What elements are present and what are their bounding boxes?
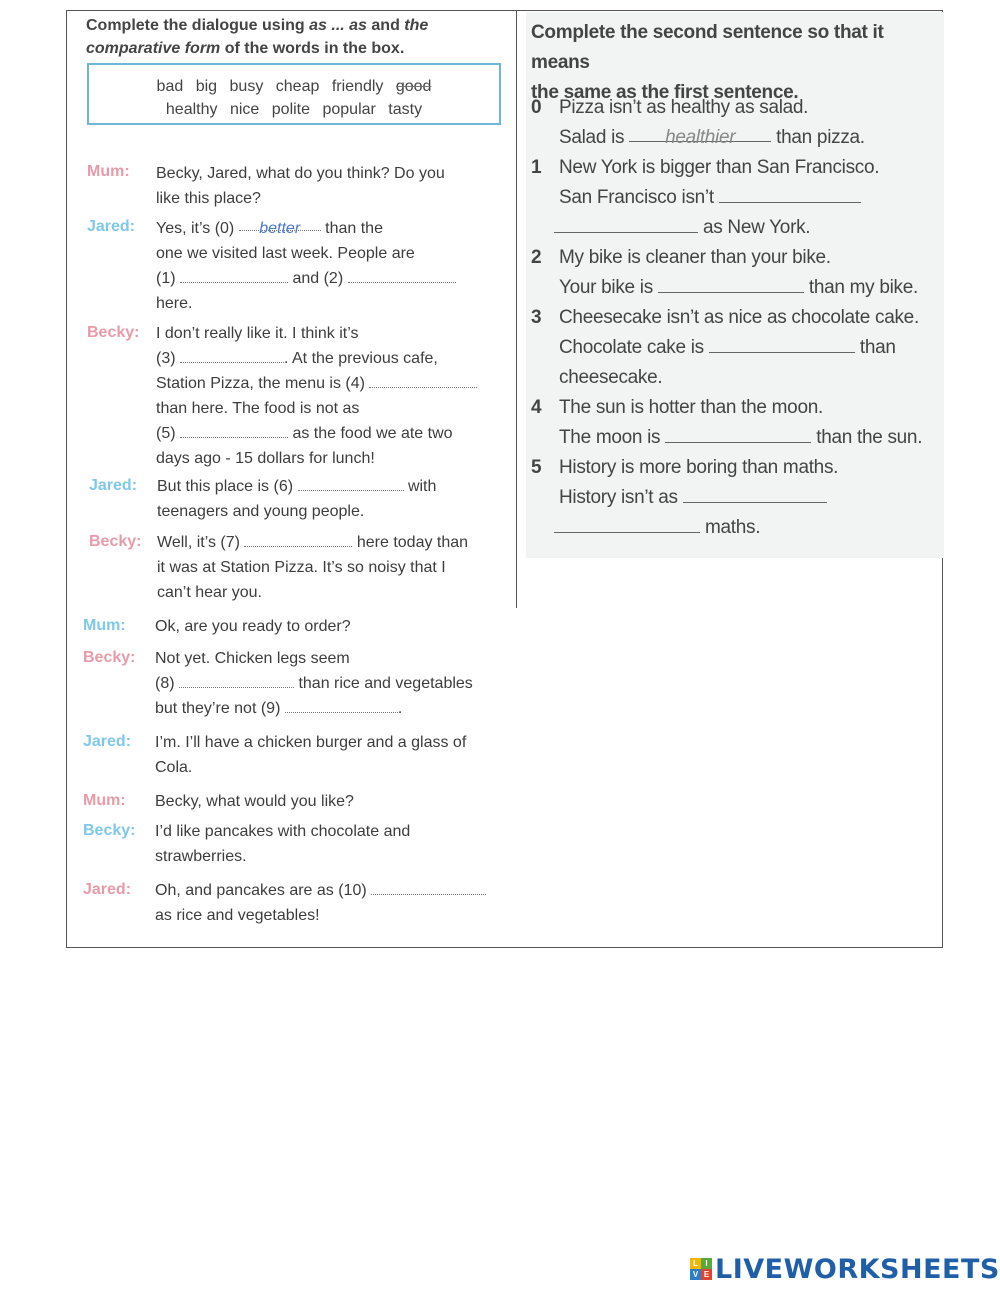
word: nice xyxy=(229,101,260,118)
dialogue-line: Ok, are you ready to order? xyxy=(155,618,351,635)
dialogue-line: (8) than rice and vegetables xyxy=(155,675,473,692)
dialogue-turn xyxy=(155,614,351,639)
word: bad xyxy=(156,78,184,95)
right-heading-line: Complete the second sentence so that it means xyxy=(531,22,884,73)
answer-gap-r4[interactable] xyxy=(665,424,811,443)
word-box xyxy=(87,63,501,125)
dialogue-line: (1) and (2) xyxy=(156,266,456,291)
answer-gap-r1a[interactable] xyxy=(719,184,861,203)
answer-gap-r5b[interactable] xyxy=(554,514,700,533)
answer-gap-r0: healthier xyxy=(629,123,771,142)
speaker-jared: Jared: xyxy=(83,733,132,750)
dialogue-line: teenagers and young people. xyxy=(157,503,365,520)
item-rewrite: San Francisco isn’t xyxy=(559,183,861,213)
item-number: 1 xyxy=(531,157,542,178)
speaker-becky: Becky: xyxy=(89,533,142,550)
dialogue-line: (3) . At the previous cafe, xyxy=(156,350,438,367)
dialogue-line: I’m. I’ll have a chicken burger and a glass of xyxy=(155,734,467,751)
answer-gap-7[interactable] xyxy=(244,532,352,547)
word: popular xyxy=(322,101,376,118)
item-sentence: Cheesecake isn’t as nice as chocolate cake. xyxy=(559,307,919,328)
answer-gap-0: better xyxy=(239,216,321,231)
item-sentence: History is more boring than maths. xyxy=(559,457,839,478)
item-sentence: New York is bigger than San Francisco. xyxy=(559,157,880,178)
dialogue-turn xyxy=(155,819,410,869)
item-sentence: The sun is hotter than the moon. xyxy=(559,397,823,418)
answer-gap-3[interactable] xyxy=(180,348,284,363)
item-rewrite: Salad is healthier than pizza. xyxy=(559,123,865,153)
dialogue-line: Becky, Jared, what do you think? Do you xyxy=(156,165,445,182)
speaker-becky: Becky: xyxy=(83,649,136,666)
answer-gap-r1b[interactable] xyxy=(554,214,698,233)
dialogue-turn xyxy=(155,646,473,721)
dialogue-line: I don’t really like it. I think it’s xyxy=(156,325,359,342)
word-box-row-2 xyxy=(89,98,499,121)
dialogue-turn xyxy=(155,789,354,814)
item-rewrite: History isn’t as xyxy=(559,483,827,513)
dialogue-line: Oh, and pancakes are as (10) xyxy=(155,878,486,903)
speaker-jared: Jared: xyxy=(87,218,136,235)
dialogue-turn xyxy=(156,216,456,316)
speaker-mum: Mum: xyxy=(83,617,126,634)
logo-icon xyxy=(690,1258,712,1280)
liveworksheets-logo[interactable] xyxy=(690,1254,1000,1284)
dialogue-line: as rice and vegetables! xyxy=(155,907,320,924)
answer-gap-9[interactable] xyxy=(285,698,398,713)
item-number: 5 xyxy=(531,457,542,478)
speaker-mum: Mum: xyxy=(87,163,130,180)
item-rewrite: as New York. xyxy=(554,213,810,243)
word: polite xyxy=(271,101,311,118)
dialogue-line: Becky, what would you like? xyxy=(155,793,354,810)
logo-icon-letter: I xyxy=(701,1258,712,1269)
item-rewrite: Your bike is than my bike. xyxy=(559,273,918,303)
word: busy xyxy=(229,78,264,95)
word-used: good xyxy=(395,78,432,95)
item-number: 4 xyxy=(531,397,542,418)
answer-gap-8[interactable] xyxy=(179,673,294,688)
word: tasty xyxy=(388,101,423,118)
speaker-becky: Becky: xyxy=(87,324,140,341)
dialogue-line: I’d like pancakes with chocolate and xyxy=(155,823,411,840)
logo-icon-letter: V xyxy=(690,1269,701,1280)
logo-icon-letter: E xyxy=(701,1269,712,1280)
logo-icon-letter: L xyxy=(690,1258,701,1269)
answer-gap-r3[interactable] xyxy=(709,334,855,353)
answer-gap-5[interactable] xyxy=(180,423,288,438)
item-number: 3 xyxy=(531,307,542,328)
item-rewrite: cheesecake. xyxy=(559,367,663,388)
dialogue-line: (5) as the food we ate two xyxy=(156,425,453,442)
speaker-becky: Becky: xyxy=(83,822,136,839)
item-sentence: My bike is cleaner than your bike. xyxy=(559,247,831,268)
dialogue-line: Station Pizza, the menu is (4) xyxy=(156,371,477,396)
answer-gap-2[interactable] xyxy=(348,268,456,283)
word: healthy xyxy=(165,101,218,118)
speaker-jared: Jared: xyxy=(89,477,138,494)
word: cheap xyxy=(275,78,320,95)
item-rewrite: maths. xyxy=(554,513,760,543)
dialogue-line: Well, it’s (7) here today than xyxy=(157,534,469,551)
left-instruction xyxy=(86,14,506,60)
word: friendly xyxy=(331,78,384,95)
dialogue-line: but they’re not (9) . xyxy=(155,700,403,717)
dialogue-line: one we visited last week. People are xyxy=(156,245,415,262)
answer-gap-4[interactable] xyxy=(369,373,477,388)
answer-gap-r5a[interactable] xyxy=(683,484,827,503)
right-items xyxy=(531,93,943,553)
dialogue-line: can’t hear you. xyxy=(157,584,262,601)
dialogue-line: Cola. xyxy=(155,759,193,776)
dialogue-line: But this place is (6) with xyxy=(157,478,437,495)
item-rewrite: Chocolate cake is than xyxy=(559,333,896,363)
dialogue-line: than here. The food is not as xyxy=(156,400,360,417)
item-number: 2 xyxy=(531,247,542,268)
answer-gap-1[interactable] xyxy=(180,268,288,283)
dialogue-line: it was at Station Pizza. It’s so noisy that I xyxy=(157,559,446,576)
dialogue-turn xyxy=(156,161,445,211)
right-heading-line: the same as the first sentence. xyxy=(531,82,799,103)
answer-gap-6[interactable] xyxy=(298,476,404,491)
dialogue-turn xyxy=(155,878,486,928)
column-divider xyxy=(516,10,517,608)
instruction-text: Complete the dialogue using as ... as and the comparative form of the words in the box. xyxy=(86,17,429,57)
word: big xyxy=(195,78,218,95)
item-rewrite: The moon is than the sun. xyxy=(559,423,922,453)
dialogue-turn xyxy=(157,474,436,524)
item-sentence: Pizza isn’t as healthy as salad. xyxy=(559,97,809,118)
dialogue-turn xyxy=(155,730,466,780)
answer-gap-r2[interactable] xyxy=(658,274,804,293)
dialogue-line: Yes, it’s (0) better than the xyxy=(156,216,456,241)
speaker-jared: Jared: xyxy=(83,881,132,898)
speaker-mum: Mum: xyxy=(83,792,126,809)
dialogue-line: Not yet. Chicken legs seem xyxy=(155,650,350,667)
dialogue-turn xyxy=(157,530,468,605)
dialogue-line: strawberries. xyxy=(155,848,247,865)
word-box-row-1 xyxy=(89,75,499,98)
answer-gap-10[interactable] xyxy=(371,880,486,895)
dialogue-line: like this place? xyxy=(156,190,261,207)
dialogue-line: days ago - 15 dollars for lunch! xyxy=(156,450,375,467)
item-number: 0 xyxy=(531,97,542,118)
dialogue-line: here. xyxy=(156,295,193,312)
logo-text: LIVEWORKSHEETS xyxy=(715,1253,1000,1285)
dialogue-turn xyxy=(156,321,477,471)
